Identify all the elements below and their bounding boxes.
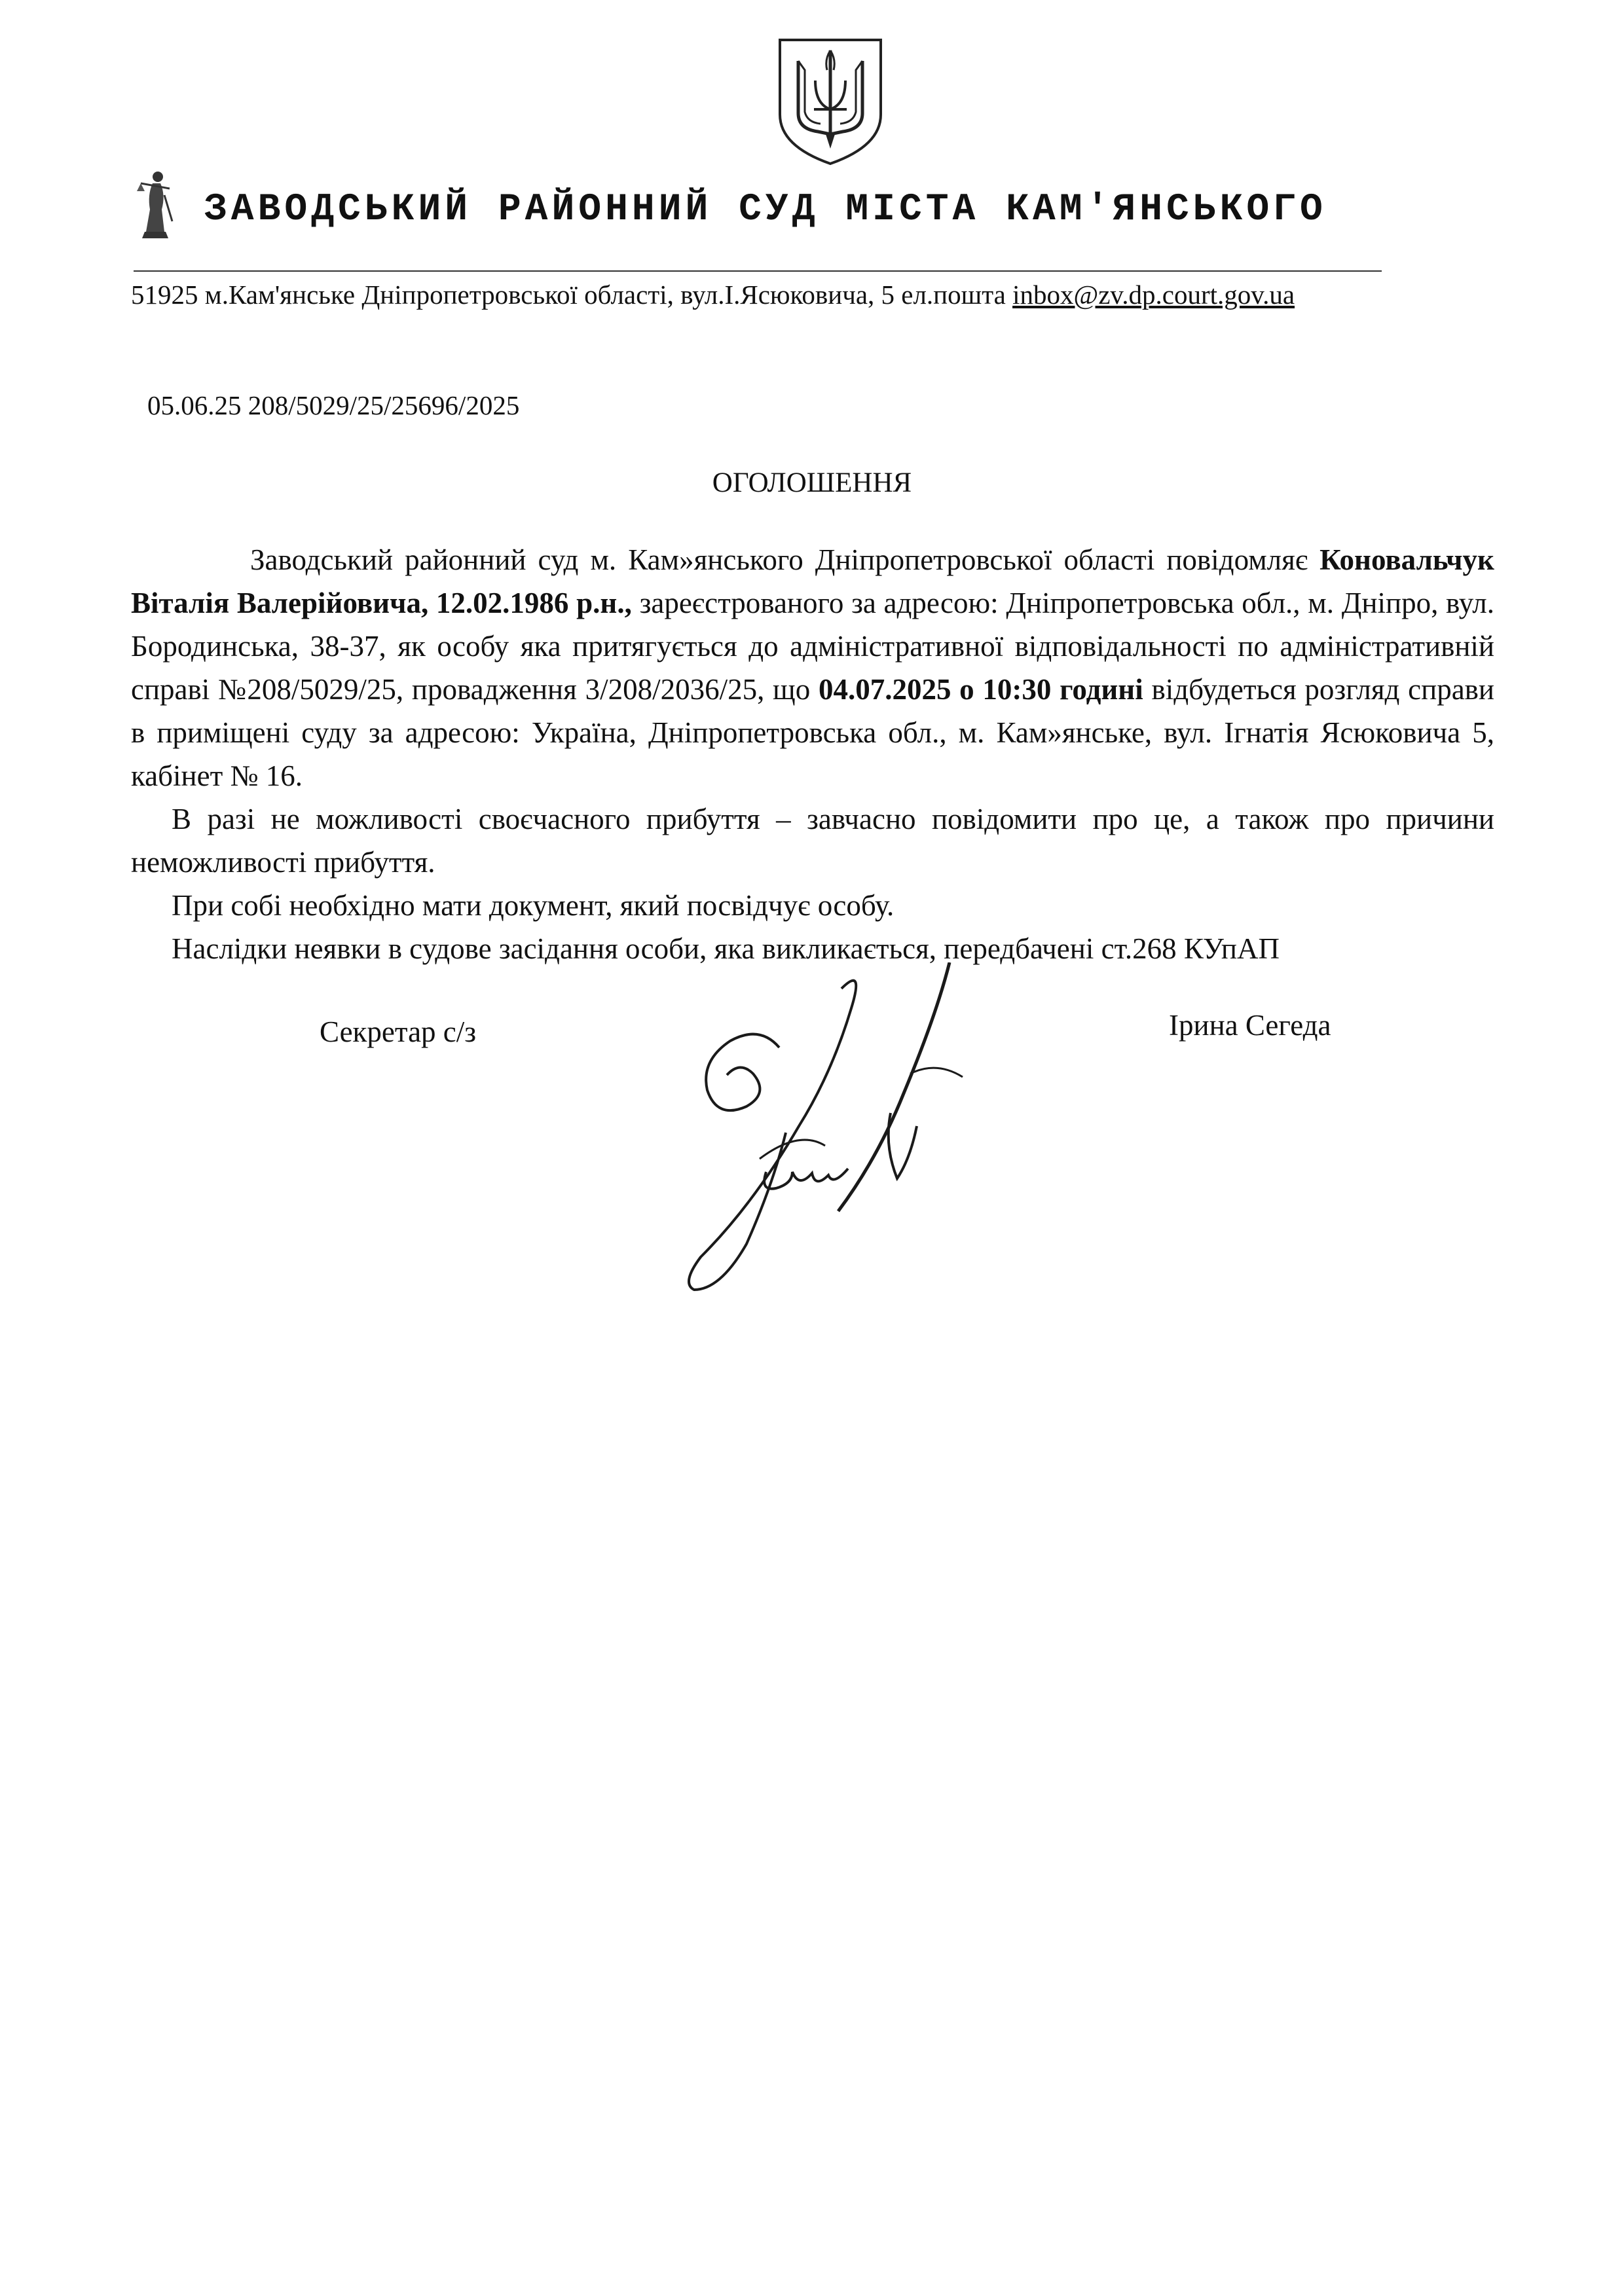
trident-emblem-icon	[775, 36, 886, 167]
notice-paragraph-4: Наслідки неявки в судове засідання особи, яка викликається, передбачені ст.268 КУпАП	[172, 932, 1280, 965]
notice-paragraph-3: При собі необхідно мати документ, який посвідчує особу.	[172, 889, 895, 922]
p1-middle: зареєстрованого за адресою: Дніпропетровська обл., м. Дніпро, вул. Бородинська, 38-37, як особу яка притягується до адміністративної відповідальності по адміністративній справі №208/5029/25, провадження 3/208/2036/25, що	[131, 587, 1494, 706]
p1-end: відбудеться розгляд справи в приміщені суду за адресою: Україна, Дніпропетровська обл., м. Кам»янське, вул. Ігнатія Ясюковича 5, кабінет № 16.	[131, 673, 1495, 792]
handwritten-signature	[661, 962, 1002, 1329]
person-name: Коновальчук Віталія Валерійовича, 12.02.1986 р.н.,	[131, 543, 1494, 619]
signatory-name: Ірина Сегеда	[1169, 1009, 1331, 1042]
header-divider	[134, 270, 1382, 272]
document-heading: ОГОЛОШЕННЯ	[712, 467, 912, 498]
notice-body	[131, 538, 1494, 970]
court-address	[131, 279, 1295, 310]
p1-intro: Заводський районний суд м. Кам»янського Дніпропетровської області повідомляє	[250, 543, 1320, 576]
court-name: ЗАВОДСЬКИЙ РАЙОННИЙ СУД МІСТА КАМ'ЯНСЬКОГО	[204, 189, 1327, 231]
reference-line: 05.06.25 208/5029/25/25696/2025	[147, 390, 520, 420]
notice-paragraph-2: В разі не можливості своєчасного прибуття – завчасно повідомити про це, а також про причини неможливості прибуття.	[131, 803, 1494, 879]
themis-icon	[134, 169, 175, 241]
signature-role: Секретар с/з	[320, 1015, 477, 1048]
notice-paragraph-1	[131, 538, 1494, 797]
hearing-datetime: 04.07.2025 о 10:30 годині	[818, 673, 1143, 706]
email-link[interactable]: inbox@zv.dp.court.gov.ua	[1012, 280, 1295, 310]
address-text: 51925 м.Кам'янське Дніпропетровської області, вул.І.Ясюковича, 5 ел.пошта	[131, 280, 1013, 310]
